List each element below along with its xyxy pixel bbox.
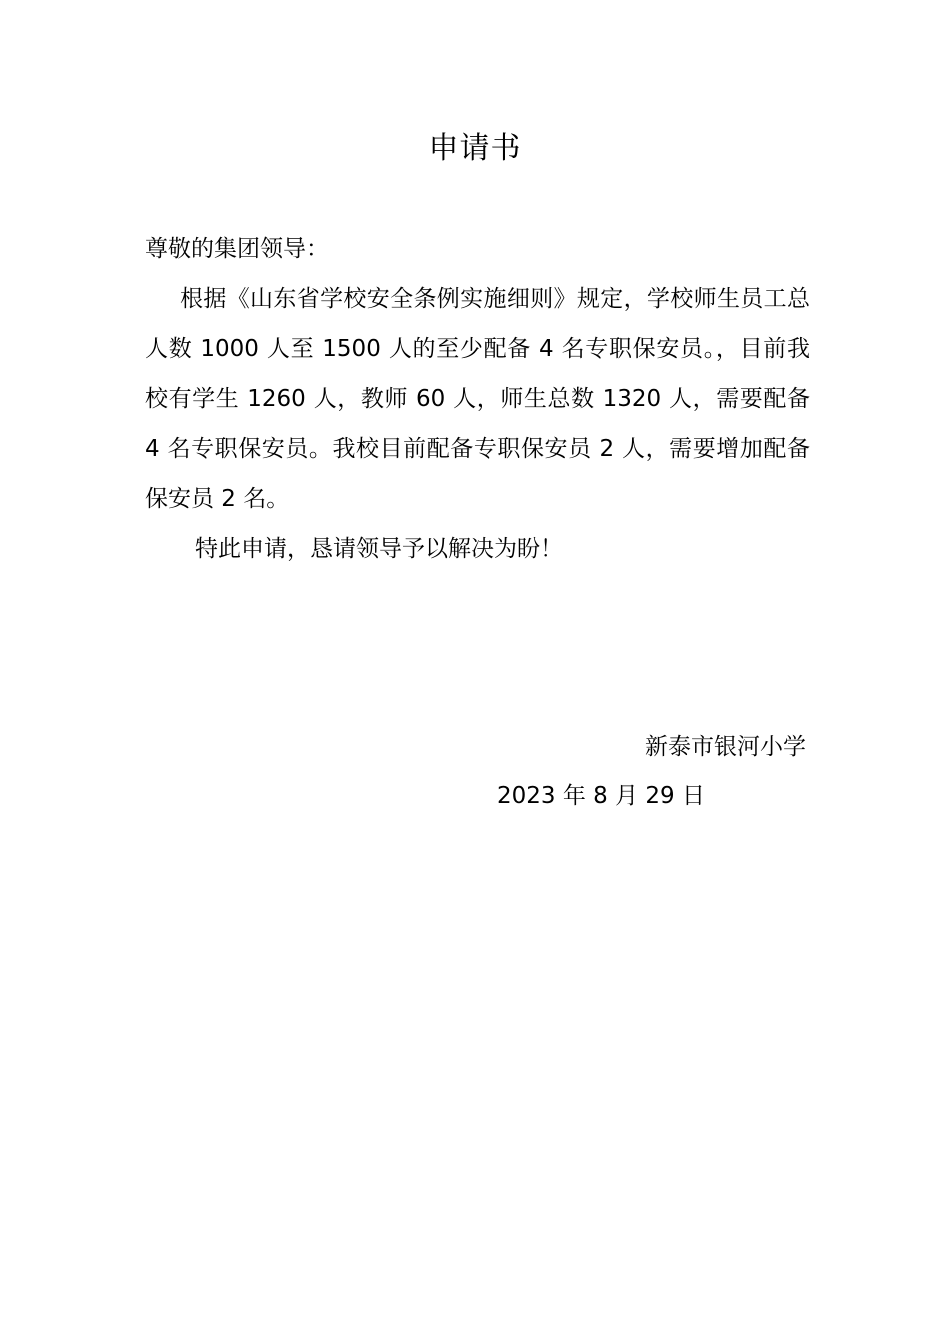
- salutation: 尊敬的集团领导：: [145, 236, 329, 262]
- body-paragraph-closing: 特此申请，恳请领导予以解决为盼！: [195, 536, 563, 562]
- document-title: 申请书: [428, 131, 522, 166]
- signer-organization: 新泰市银河小学: [645, 734, 806, 760]
- document-date: 2023 年 8 月 29 日: [497, 783, 705, 809]
- body-paragraph-request: 根据《山东省学校安全条例实施细则》规定，学校师生员工总人数 1000 人至 1500 人的至少配备 4 名专职保安员。，目前我校有学生 1260 人，教师 60 人，师生总数 1320 人，需要配备 4 名专职保安员。我校目前配备专职保安员 2 人，需要增加配备保安员 2 名。: [145, 286, 810, 512]
